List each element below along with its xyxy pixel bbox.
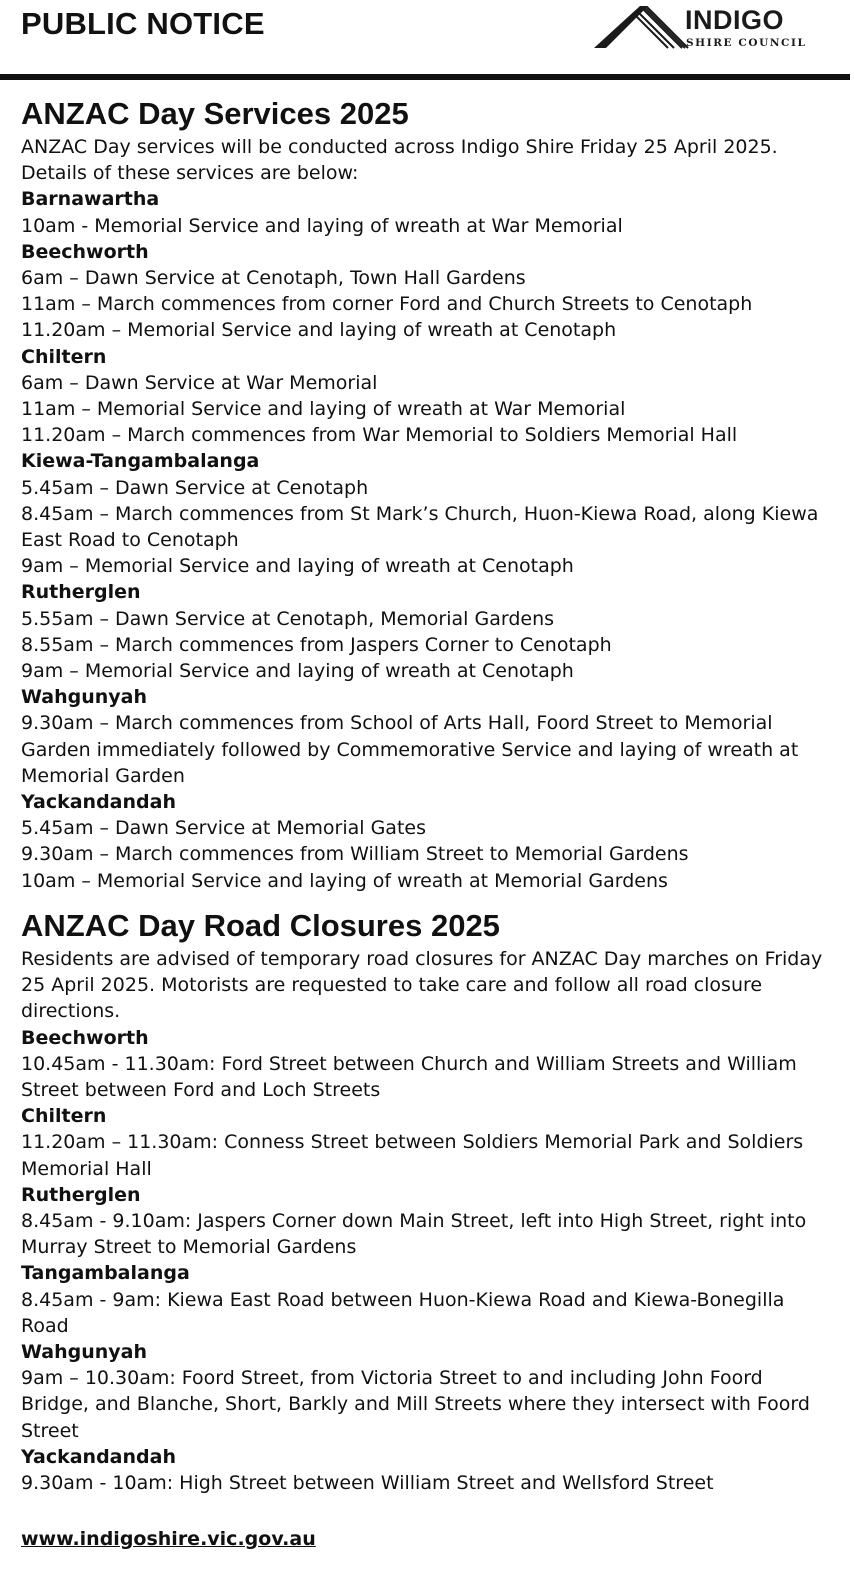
closures-list — [21, 1025, 836, 1497]
town-name: Rutherglen — [21, 1183, 141, 1206]
town-name: Tangambalanga — [21, 1262, 190, 1285]
closures-intro: Residents are advised of temporary road closures for ANZAC Day marches on Friday 25 April 2025. Motorists are requested to take care and follow all road closure directions. — [21, 947, 823, 1023]
council-website-link[interactable]: www.indigoshire.vic.gov.au — [21, 1528, 316, 1550]
schedule-line: 11am – Memorial Service and laying of wreath at War Memorial — [21, 398, 626, 421]
schedule-line: 9am – Memorial Service and laying of wreath at Cenotaph — [21, 660, 574, 683]
town-name: Wahgunyah — [21, 686, 148, 709]
schedule-line: 6am – Dawn Service at Cenotaph, Town Hall Gardens — [21, 267, 526, 290]
public-notice-label: PUBLIC NOTICE — [21, 6, 265, 41]
schedule-line: 9.30am – March commences from William Street to Memorial Gardens — [21, 843, 689, 866]
schedule-line: 10am - Memorial Service and laying of wreath at War Memorial — [21, 214, 623, 237]
town-name: Chiltern — [21, 1105, 107, 1128]
services-intro: ANZAC Day services will be conducted across Indigo Shire Friday 25 April 2025. Details of these services are below: — [21, 136, 778, 185]
schedule-line: 11.20am – Memorial Service and laying of wreath at Cenotaph — [21, 319, 617, 342]
town-name: Barnawartha — [21, 188, 160, 211]
town-name: Wahgunyah — [21, 1340, 148, 1363]
notice-header — [0, 0, 854, 80]
header-divider — [0, 74, 850, 80]
town-name: Rutherglen — [21, 581, 141, 604]
mountain-logo-icon — [594, 4, 689, 52]
services-section — [21, 94, 836, 894]
closure-line: 10.45am - 11.30am: Ford Street between Church and William Streets and William Street between Ford and Loch Streets — [21, 1052, 797, 1101]
logo-subtitle: SHIRE COUNCIL — [686, 37, 807, 49]
schedule-line: 11.20am – March commences from War Memorial to Soldiers Memorial Hall — [21, 424, 738, 447]
town-name: Beechworth — [21, 1026, 149, 1049]
closure-line: 9.30am - 10am: High Street between William Street and Wellsford Street — [21, 1471, 714, 1494]
services-heading: ANZAC Day Services 2025 — [21, 96, 409, 131]
town-name: Chiltern — [21, 345, 107, 368]
schedule-line: 9am – Memorial Service and laying of wreath at Cenotaph — [21, 555, 574, 578]
schedule-line: 9.30am – March commences from School of Arts Hall, Foord Street to Memorial Garden immediately followed by Commemorative Service and laying of wreath at Memorial Garden — [21, 712, 799, 787]
schedule-line: 6am – Dawn Service at War Memorial — [21, 371, 378, 394]
schedule-line: 5.45am – Dawn Service at Memorial Gates — [21, 817, 426, 840]
town-name: Beechworth — [21, 240, 149, 263]
schedule-line: 8.55am – March commences from Jaspers Corner to Cenotaph — [21, 633, 612, 656]
closure-line: 9am – 10.30am: Foord Street, from Victoria Street to and including John Foord Bridge, and Blanche, Short, Barkly and Mill Streets where they intersect with Foord Street — [21, 1367, 810, 1442]
schedule-line: 10am – Memorial Service and laying of wreath at Memorial Gardens — [21, 869, 668, 892]
logo-name: INDIGO — [685, 5, 785, 35]
schedule-line: 5.55am – Dawn Service at Cenotaph, Memorial Gardens — [21, 607, 555, 630]
road-closures-section — [21, 906, 836, 1496]
notice-body — [21, 94, 836, 1496]
indigo-shire-logo — [594, 4, 824, 52]
town-name: Yackandandah — [21, 791, 176, 814]
services-list — [21, 186, 836, 893]
town-name: Yackandandah — [21, 1445, 176, 1468]
town-name: Kiewa-Tangambalanga — [21, 450, 260, 473]
closure-line: 11.20am – 11.30am: Conness Street between Soldiers Memorial Park and Soldiers Memorial Hall — [21, 1131, 804, 1180]
closures-heading: ANZAC Day Road Closures 2025 — [21, 907, 500, 943]
schedule-line: 11am – March commences from corner Ford and Church Streets to Cenotaph — [21, 293, 753, 316]
closure-line: 8.45am - 9.10am: Jaspers Corner down Main Street, left into High Street, right into Murray Street to Memorial Gardens — [21, 1209, 807, 1259]
closure-line: 8.45am - 9am: Kiewa East Road between Huon-Kiewa Road and Kiewa-Bonegilla Road — [21, 1288, 785, 1337]
schedule-line: 8.45am – March commences from St Mark’s Church, Huon-Kiewa Road, along Kiewa East Road to Cenotaph — [21, 502, 819, 552]
schedule-line: 5.45am – Dawn Service at Cenotaph — [21, 476, 369, 499]
